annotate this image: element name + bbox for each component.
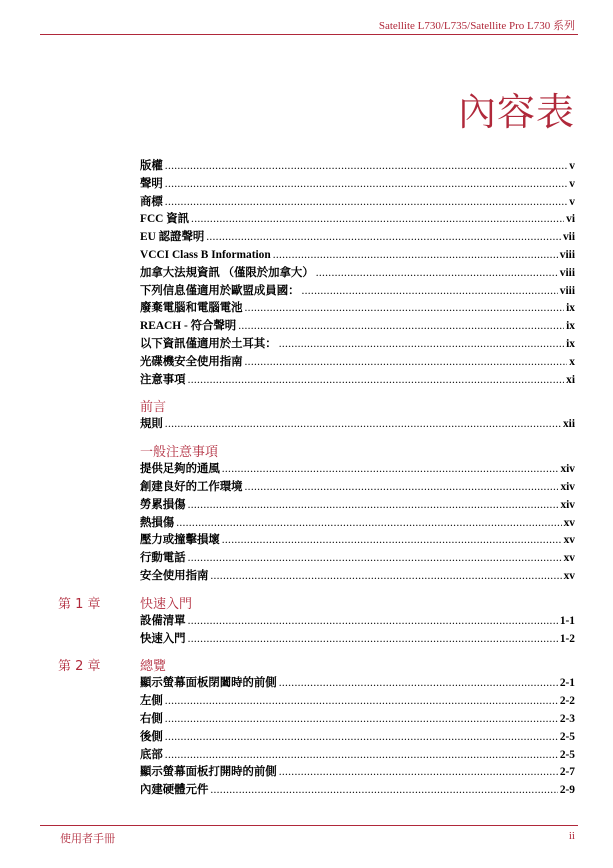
- toc-entry-label[interactable]: VCCI Class B Information: [140, 248, 271, 261]
- section-heading-row: [140, 441, 575, 461]
- toc-entry[interactable]: [140, 711, 575, 729]
- toc-entry-label[interactable]: 內建硬體元件: [140, 784, 209, 797]
- toc-entry-label[interactable]: 顯示螢幕面板打開時的前側: [140, 766, 277, 779]
- dot-leader: [188, 631, 558, 649]
- toc-entry-page[interactable]: xv: [563, 569, 575, 582]
- dot-leader: [206, 229, 561, 247]
- dot-leader: [273, 247, 558, 265]
- toc-entry[interactable]: [140, 515, 575, 533]
- toc-entry-page[interactable]: viii: [559, 266, 575, 279]
- toc-entry[interactable]: [140, 461, 575, 479]
- toc-entry-label[interactable]: 快速入門: [140, 632, 186, 645]
- dot-leader: [165, 176, 568, 194]
- dot-leader: [188, 550, 562, 568]
- toc-entry-label[interactable]: 壓力或撞擊損壞: [140, 534, 220, 547]
- toc-section: [140, 158, 575, 389]
- toc-entry[interactable]: [140, 300, 575, 318]
- dot-leader: [188, 372, 565, 390]
- dot-leader: [165, 194, 568, 212]
- toc-entry-page[interactable]: x: [569, 355, 575, 368]
- toc-entry-label[interactable]: 後側: [140, 730, 163, 743]
- toc-section: [58, 593, 575, 649]
- header-divider: [40, 34, 578, 35]
- toc-entry-page[interactable]: ix: [566, 337, 575, 350]
- footer-page-number: ii: [568, 830, 575, 842]
- toc-entry[interactable]: [140, 211, 575, 229]
- running-header: Satellite L730/L735/Satellite Pro L730 系列: [378, 20, 575, 32]
- toc-entry-page[interactable]: vi: [566, 213, 575, 226]
- toc-entry-page[interactable]: v: [569, 195, 575, 208]
- toc-entry[interactable]: [140, 247, 575, 265]
- section-heading-row: [58, 655, 575, 675]
- toc-entry-label[interactable]: 廢棄電腦和電腦電池: [140, 302, 243, 315]
- toc-entry-label[interactable]: 左側: [140, 695, 163, 708]
- toc-entry-label[interactable]: 光碟機安全使用指南: [140, 355, 243, 368]
- toc-entry[interactable]: [140, 550, 575, 568]
- toc-entry-page[interactable]: xi: [566, 373, 575, 386]
- toc-entry[interactable]: [140, 631, 575, 649]
- dot-leader: [176, 515, 561, 533]
- toc-entry[interactable]: [140, 176, 575, 194]
- toc-entry-label[interactable]: EU 認證聲明: [140, 231, 205, 244]
- toc-entry[interactable]: [140, 532, 575, 550]
- toc-entry[interactable]: [140, 693, 575, 711]
- toc-entry-page[interactable]: xiv: [560, 480, 575, 493]
- toc-section: [140, 441, 575, 586]
- footer-manual-name: 使用者手冊: [60, 832, 115, 845]
- toc-entry-label[interactable]: FCC 資訊: [140, 213, 190, 226]
- dot-leader: [316, 265, 558, 283]
- toc-entry[interactable]: [140, 372, 575, 390]
- toc-entry-label[interactable]: 提供足夠的通風: [140, 463, 220, 476]
- toc-entry-page[interactable]: xiv: [560, 463, 575, 476]
- toc-entry-page[interactable]: 2-7: [559, 766, 575, 779]
- toc-entry-label[interactable]: 聲明: [140, 177, 163, 190]
- toc-entry-page[interactable]: 2-3: [559, 712, 575, 725]
- dot-leader: [210, 568, 561, 586]
- toc-entry[interactable]: [140, 354, 575, 372]
- dot-leader: [222, 461, 559, 479]
- toc-entry[interactable]: [140, 675, 575, 693]
- toc-entry-label[interactable]: 注意事項: [140, 373, 186, 386]
- toc-entry[interactable]: [140, 283, 575, 301]
- dot-leader: [301, 283, 557, 301]
- toc-entry[interactable]: [140, 729, 575, 747]
- dot-leader: [188, 497, 559, 515]
- page-title: 內容表: [457, 90, 575, 135]
- section-title[interactable]: 一般注意事項: [140, 445, 219, 461]
- dot-leader: [245, 479, 559, 497]
- toc-entry-label[interactable]: 勞累損傷: [140, 498, 186, 511]
- section-title[interactable]: 快速入門: [140, 596, 193, 612]
- toc-entry-label[interactable]: 創建良好的工作環境: [140, 480, 243, 493]
- toc-entry-page[interactable]: 1-1: [559, 614, 575, 627]
- toc-entry-label[interactable]: 顯示螢幕面板閉闔時的前側: [140, 677, 277, 690]
- dot-leader: [279, 336, 564, 354]
- dot-leader: [165, 158, 568, 176]
- toc-entry[interactable]: [140, 782, 575, 800]
- toc-entry-page[interactable]: xv: [563, 516, 575, 529]
- toc-entry-label[interactable]: 版權: [140, 160, 163, 172]
- toc-entry[interactable]: [140, 318, 575, 336]
- dot-leader: [279, 675, 558, 693]
- toc-entry-page[interactable]: v: [569, 160, 575, 172]
- toc-section: [140, 396, 575, 434]
- toc-entry-page[interactable]: 2-5: [559, 748, 575, 761]
- toc-entry[interactable]: [140, 336, 575, 354]
- toc-entry-label[interactable]: 底部: [140, 748, 163, 761]
- toc-entry[interactable]: [140, 568, 575, 586]
- dot-leader: [238, 318, 564, 336]
- section-title[interactable]: 總覽: [140, 659, 167, 675]
- toc-entry-page[interactable]: viii: [559, 284, 575, 297]
- toc-entry[interactable]: [140, 416, 575, 434]
- toc-entry-page[interactable]: v: [569, 177, 575, 190]
- toc-entry-label[interactable]: 下列信息僅適用於歐盟成員國：: [140, 284, 300, 297]
- toc-entry-page[interactable]: 2-5: [559, 730, 575, 743]
- section-title[interactable]: 前言: [140, 400, 167, 416]
- toc-entry-label[interactable]: 商標: [140, 195, 163, 208]
- toc-entry-page[interactable]: xv: [563, 552, 575, 565]
- section-heading-row: [140, 396, 575, 416]
- toc-entry[interactable]: [140, 158, 575, 176]
- toc-entry-page[interactable]: 2-1: [559, 677, 575, 690]
- dot-leader: [222, 532, 562, 550]
- toc-entry[interactable]: [140, 747, 575, 765]
- dot-leader: [165, 729, 558, 747]
- toc-entry-page[interactable]: xiv: [560, 498, 575, 511]
- dot-leader: [245, 300, 565, 318]
- dot-leader: [191, 211, 564, 229]
- section-heading-row: [58, 593, 575, 613]
- toc-entry-page[interactable]: ix: [566, 302, 575, 315]
- toc-entry-label[interactable]: 以下資訊僅適用於土耳其：: [140, 337, 277, 350]
- toc-section: [58, 655, 575, 800]
- dot-leader: [210, 782, 557, 800]
- toc-entry-label[interactable]: 熱損傷: [140, 516, 175, 529]
- dot-leader: [165, 747, 558, 765]
- toc-entry-label[interactable]: 規則: [140, 418, 163, 431]
- toc-entry-page[interactable]: 2-9: [559, 784, 575, 797]
- toc-entry[interactable]: [140, 613, 575, 631]
- dot-leader: [245, 354, 568, 372]
- toc-entry[interactable]: [140, 194, 575, 212]
- chapter-label: 第 2 章: [58, 659, 101, 675]
- toc-entry[interactable]: [140, 229, 575, 247]
- footer-divider: [40, 825, 578, 826]
- dot-leader: [188, 613, 558, 631]
- toc-entry-label[interactable]: 設備清單: [140, 614, 186, 627]
- toc-entry-label[interactable]: 行動電話: [140, 552, 186, 565]
- toc-entry-page[interactable]: vii: [562, 231, 575, 244]
- toc-entry[interactable]: [140, 497, 575, 515]
- table-of-contents: [58, 158, 575, 800]
- toc-entry[interactable]: [140, 265, 575, 283]
- toc-entry-page[interactable]: xii: [562, 418, 575, 431]
- toc-entry-label[interactable]: 右側: [140, 712, 163, 725]
- dot-leader: [165, 416, 561, 434]
- toc-entry-page[interactable]: viii: [559, 248, 575, 261]
- toc-entry-page[interactable]: 1-2: [559, 632, 575, 645]
- toc-entry-page[interactable]: xv: [563, 534, 575, 547]
- dot-leader: [165, 711, 558, 729]
- toc-entry-label[interactable]: 安全使用指南: [140, 569, 209, 582]
- toc-entry-label[interactable]: REACH - 符合聲明: [140, 320, 237, 333]
- dot-leader: [279, 764, 558, 782]
- toc-entry[interactable]: [140, 479, 575, 497]
- chapter-label: 第 1 章: [58, 596, 101, 612]
- toc-entry-page[interactable]: 2-2: [559, 695, 575, 708]
- toc-entry[interactable]: [140, 764, 575, 782]
- toc-entry-page[interactable]: ix: [566, 320, 575, 333]
- dot-leader: [165, 693, 558, 711]
- toc-entry-label[interactable]: 加拿大法規資訊 （僅限於加拿大）: [140, 266, 314, 279]
